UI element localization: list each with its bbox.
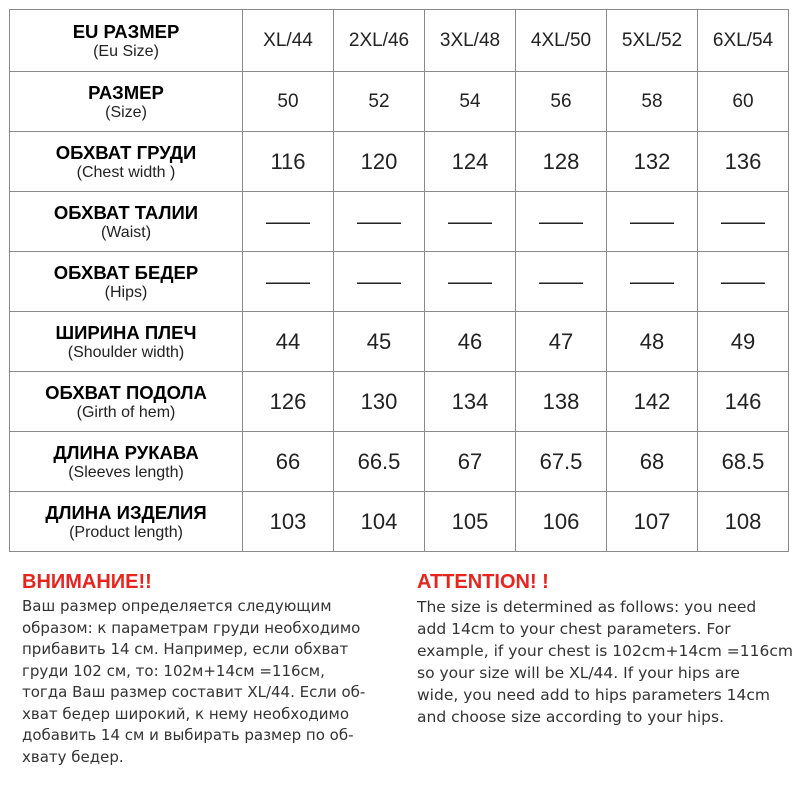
- table-row: [10, 312, 789, 372]
- note-line: wide, you need add to hips parameters 14cm: [417, 686, 771, 704]
- cell-value: ——: [448, 208, 492, 234]
- table-cell: [334, 372, 425, 432]
- table-cell: [607, 312, 698, 372]
- table-row: [10, 132, 789, 192]
- cell-value: 128: [542, 148, 580, 174]
- size-header-cell: [334, 10, 425, 72]
- table-cell: [334, 72, 425, 132]
- table-cell: [425, 72, 516, 132]
- cell-value: 66: [275, 448, 301, 474]
- cell-value: ——: [357, 208, 401, 234]
- cell-value: ——: [266, 208, 310, 234]
- note-line: образом: к параметрам груди необходимо: [22, 618, 361, 637]
- cell-value: 108: [724, 508, 762, 534]
- table-row: [10, 432, 789, 492]
- cell-value: 136: [724, 148, 762, 174]
- size-header: 4XL/50: [530, 29, 592, 51]
- table-cell: [698, 252, 789, 312]
- attention-title-en: ATTENTION! !: [417, 571, 549, 593]
- cell-value: ——: [630, 268, 674, 294]
- cell-value: 126: [269, 388, 307, 414]
- attention-note-ru: [22, 568, 412, 768]
- cell-value: ——: [357, 268, 401, 294]
- note-line: груди 102 см, то: 102м+14см =116см,: [22, 661, 325, 680]
- table-cell: [607, 132, 698, 192]
- cell-value: 105: [451, 508, 489, 534]
- table-cell: [698, 72, 789, 132]
- table-cell: [607, 72, 698, 132]
- table-row: [10, 252, 789, 312]
- row-label-cell: [10, 252, 243, 312]
- row-label-en: (Girth of hem): [76, 403, 176, 421]
- row-label-en: (Size): [105, 103, 147, 121]
- cell-value: 106: [542, 508, 580, 534]
- note-line: The size is determined as follows: you need: [417, 598, 757, 616]
- cell-value: 142: [633, 388, 671, 414]
- note-line: so your size will be XL/44. If your hips are: [417, 664, 740, 682]
- cell-value: 60: [732, 90, 754, 112]
- cell-value: 116: [270, 148, 306, 174]
- size-header-cell: [607, 10, 698, 72]
- table-cell: [425, 492, 516, 552]
- cell-value: 120: [360, 148, 398, 174]
- row-label-ru: ДЛИНА ИЗДЕЛИЯ: [45, 501, 207, 523]
- table-cell: [607, 432, 698, 492]
- table-cell: [243, 372, 334, 432]
- table-cell: [516, 372, 607, 432]
- row-label-cell: [10, 192, 243, 252]
- row-label-cell: [10, 132, 243, 192]
- row-label-en: (Shoulder width): [67, 343, 185, 361]
- cell-value: 104: [360, 508, 398, 534]
- table-cell: [334, 432, 425, 492]
- cell-value: 52: [368, 90, 390, 112]
- table-cell: [425, 312, 516, 372]
- cell-value: ——: [539, 268, 583, 294]
- table-cell: [516, 132, 607, 192]
- attention-note-en: [417, 568, 800, 728]
- size-header: 6XL/54: [712, 29, 774, 51]
- table-cell: [243, 432, 334, 492]
- row-label-cell: [10, 10, 243, 72]
- table-cell: [607, 372, 698, 432]
- table-cell: [698, 492, 789, 552]
- note-line: тогда Ваш размер составит XL/44. Если об-: [22, 683, 366, 701]
- row-label-en: (Eu Size): [93, 42, 159, 60]
- cell-value: 44: [275, 328, 301, 354]
- size-header: XL/44: [263, 29, 313, 51]
- note-line: and choose size according to your hips.: [417, 708, 725, 726]
- note-line: хват бедер широкий, к нему необходимо: [22, 704, 350, 723]
- cell-value: 67.5: [539, 448, 583, 474]
- row-label-ru: РАЗМЕР: [88, 81, 164, 103]
- table-cell: [698, 312, 789, 372]
- row-label-cell: [10, 432, 243, 492]
- table-row: [10, 192, 789, 252]
- size-header: 3XL/48: [439, 29, 501, 51]
- size-header-cell: [698, 10, 789, 72]
- row-label-cell: [10, 72, 243, 132]
- table-cell: [698, 372, 789, 432]
- row-label-ru: ОБХВАТ ГРУДИ: [55, 141, 197, 163]
- note-line: example, if your chest is 102cm+14cm =116cm: [417, 642, 793, 660]
- cell-value: 103: [269, 508, 307, 534]
- table-row: [10, 372, 789, 432]
- note-line: хвату бедер.: [22, 747, 124, 766]
- table-cell: [243, 192, 334, 252]
- note-line: Ваш размер определяется следующим: [22, 597, 332, 615]
- row-label-cell: [10, 312, 243, 372]
- note-line: прибавить 14 см. Например, если обхват: [22, 640, 349, 658]
- attention-title-ru: ВНИМАНИЕ!!: [22, 571, 152, 593]
- size-chart-table: [9, 9, 789, 552]
- cell-value: 134: [451, 388, 489, 414]
- row-label-en: (Hips): [104, 283, 148, 301]
- table-cell: [698, 192, 789, 252]
- cell-value: 58: [641, 90, 663, 112]
- table-cell: [516, 312, 607, 372]
- table-cell: [334, 252, 425, 312]
- table-cell: [607, 252, 698, 312]
- table-cell: [243, 492, 334, 552]
- row-label-en: (Product length): [69, 523, 183, 541]
- table-cell: [607, 192, 698, 252]
- row-label-cell: [10, 492, 243, 552]
- row-label-ru: ОБХВАТ БЕДЕР: [53, 261, 199, 283]
- row-label-ru: EU РАЗМЕР: [72, 20, 180, 42]
- cell-value: 132: [633, 148, 671, 174]
- cell-value: 50: [277, 90, 299, 112]
- cell-value: ——: [721, 208, 765, 234]
- cell-value: 138: [542, 388, 580, 414]
- cell-value: 130: [360, 388, 398, 414]
- table-row: [10, 492, 789, 552]
- cell-value: 124: [451, 148, 489, 174]
- cell-value: 146: [724, 388, 762, 414]
- table-cell: [425, 192, 516, 252]
- table-cell: [425, 432, 516, 492]
- table-cell: [698, 432, 789, 492]
- note-line: add 14cm to your chest parameters. For: [417, 620, 731, 638]
- table-cell: [243, 72, 334, 132]
- table-cell: [516, 72, 607, 132]
- cell-value: 68: [639, 448, 665, 474]
- cell-value: 54: [459, 90, 481, 112]
- row-label-cell: [10, 372, 243, 432]
- table-cell: [425, 252, 516, 312]
- cell-value: ——: [721, 268, 765, 294]
- row-label-en: (Waist): [100, 223, 152, 241]
- table-cell: [516, 252, 607, 312]
- table-cell: [607, 492, 698, 552]
- size-header-cell: [243, 10, 334, 72]
- table-row: [10, 72, 789, 132]
- header-row: [10, 10, 789, 72]
- cell-value: 48: [639, 328, 665, 354]
- cell-value: 45: [366, 328, 392, 354]
- table-cell: [425, 372, 516, 432]
- cell-value: ——: [539, 208, 583, 234]
- row-label-ru: ДЛИНА РУКАВА: [53, 441, 199, 463]
- table-cell: [425, 132, 516, 192]
- table-cell: [516, 492, 607, 552]
- row-label-ru: ОБХВАТ ПОДОЛА: [45, 381, 207, 403]
- cell-value: 49: [730, 328, 756, 354]
- cell-value: 46: [457, 328, 483, 354]
- table-cell: [243, 312, 334, 372]
- table-cell: [243, 252, 334, 312]
- cell-value: 66.5: [357, 448, 401, 474]
- cell-value: 56: [550, 90, 572, 112]
- cell-value: 67: [457, 448, 483, 474]
- note-line: добавить 14 см и выбирать размер по об-: [22, 726, 354, 744]
- row-label-en: (Sleeves length): [68, 463, 184, 481]
- table-cell: [334, 192, 425, 252]
- table-cell: [334, 132, 425, 192]
- row-label-en: (Chest width ): [76, 163, 176, 181]
- table-cell: [698, 132, 789, 192]
- size-header: 5XL/52: [621, 29, 683, 51]
- cell-value: 47: [548, 328, 574, 354]
- size-header-cell: [425, 10, 516, 72]
- cell-value: 68.5: [721, 448, 765, 474]
- row-label-ru: ОБХВАТ ТАЛИИ: [53, 201, 199, 223]
- table-cell: [334, 492, 425, 552]
- cell-value: ——: [266, 268, 310, 294]
- cell-value: ——: [448, 268, 492, 294]
- table-cell: [516, 432, 607, 492]
- table-cell: [334, 312, 425, 372]
- cell-value: 107: [633, 508, 671, 534]
- cell-value: ——: [630, 208, 674, 234]
- table-cell: [516, 192, 607, 252]
- size-header-cell: [516, 10, 607, 72]
- row-label-ru: ШИРИНА ПЛЕЧ: [55, 321, 197, 343]
- table-cell: [243, 132, 334, 192]
- size-header: 2XL/46: [348, 29, 410, 51]
